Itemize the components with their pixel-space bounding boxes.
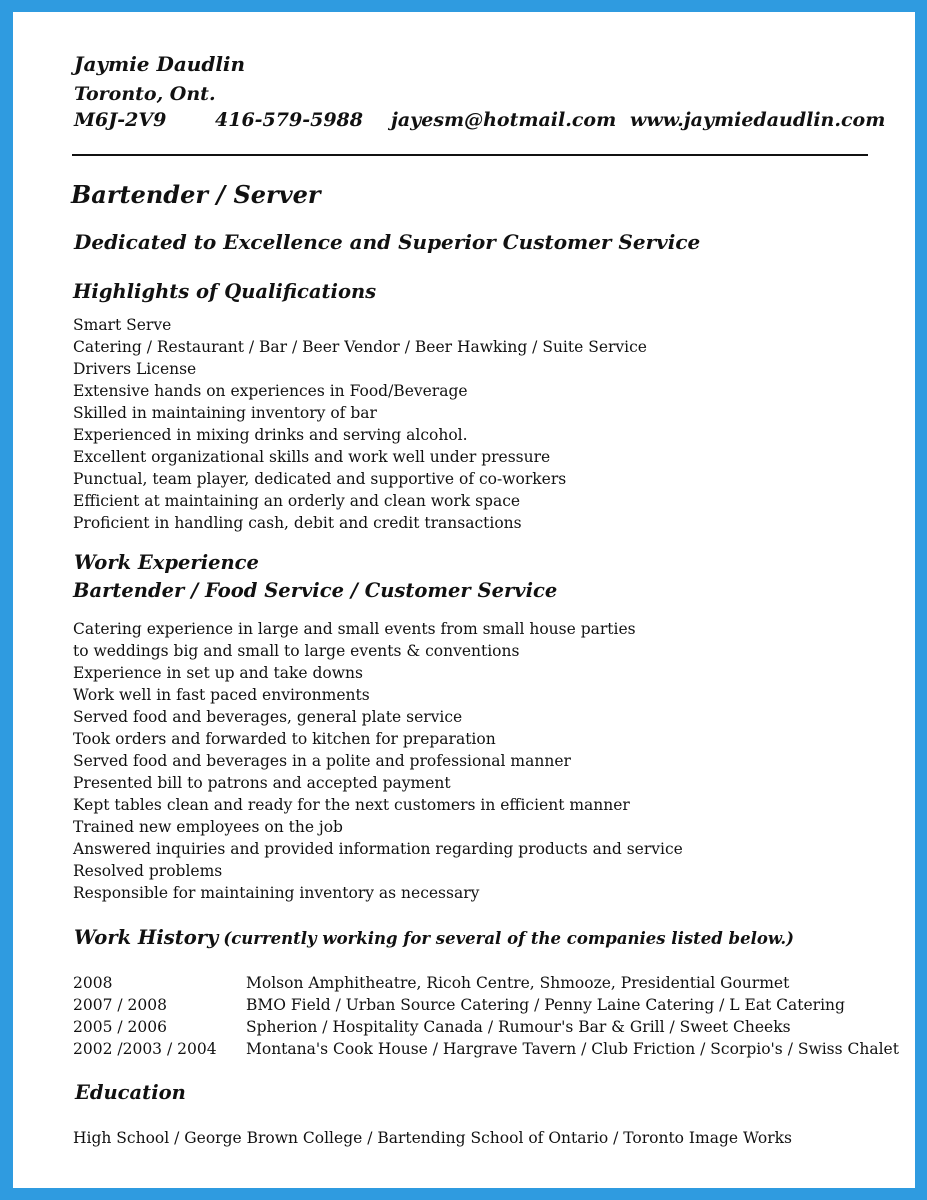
postal-code: M6J-2V9 xyxy=(74,109,167,131)
qualification-item: Skilled in maintaining inventory of bar xyxy=(73,404,377,422)
history-years: 2005 / 2006 xyxy=(73,1018,167,1036)
work-history-note: (currently working for several of the companies listed below.) xyxy=(223,929,794,948)
history-companies: Molson Amphitheatre, Ricoh Centre, Shmooze, Presidential Gourmet xyxy=(246,974,790,992)
qualification-item: Extensive hands on experiences in Food/Beverage xyxy=(73,382,468,400)
work-experience-heading: Work Experience xyxy=(74,551,259,574)
history-companies: Spherion / Hospitality Canada / Rumour's Bar & Grill / Sweet Cheeks xyxy=(246,1018,791,1036)
education-heading: Education xyxy=(75,1081,186,1104)
experience-item: Served food and beverages, general plate service xyxy=(73,708,463,726)
resume-tagline: Dedicated to Excellence and Superior Customer Service xyxy=(74,230,701,254)
history-years: 2007 / 2008 xyxy=(73,996,167,1014)
experience-item: Took orders and forwarded to kitchen for preparation xyxy=(73,730,496,748)
resume-title: Bartender / Server xyxy=(71,180,321,209)
history-companies: BMO Field / Urban Source Catering / Penny Laine Catering / L Eat Catering xyxy=(246,996,845,1014)
experience-item: Kept tables clean and ready for the next customers in efficient manner xyxy=(73,796,630,814)
work-history-heading: Work History xyxy=(74,926,219,949)
work-history-header xyxy=(74,926,794,949)
experience-item: Presented bill to patrons and accepted payment xyxy=(73,774,451,792)
experience-item: Resolved problems xyxy=(73,862,223,880)
qualification-item: Smart Serve xyxy=(73,316,172,334)
experience-item: Answered inquiries and provided information regarding products and service xyxy=(73,840,683,858)
phone-number: 416-579-5988 xyxy=(215,109,363,131)
experience-item: Served food and beverages in a polite and professional manner xyxy=(73,752,571,770)
applicant-name: Jaymie Daudlin xyxy=(74,52,246,76)
experience-item: Responsible for maintaining inventory as necessary xyxy=(73,884,480,902)
experience-item: to weddings big and small to large events & conventions xyxy=(73,642,520,660)
email-address: jayesm@hotmail.com xyxy=(391,109,617,131)
experience-item: Experience in set up and take downs xyxy=(73,664,363,682)
history-companies: Montana's Cook House / Hargrave Tavern / Club Friction / Scorpio's / Swiss Chalet xyxy=(246,1040,899,1058)
website-url: www.jaymiedaudlin.com xyxy=(630,109,886,131)
qualification-item: Excellent organizational skills and work well under pressure xyxy=(73,448,551,466)
history-years: 2008 xyxy=(73,974,113,992)
header-divider xyxy=(72,154,868,156)
resume-page xyxy=(13,12,915,1188)
qualification-item: Efficient at maintaining an orderly and clean work space xyxy=(73,492,521,510)
experience-item: Trained new employees on the job xyxy=(73,818,343,836)
education-text: High School / George Brown College / Bartending School of Ontario / Toronto Image Works xyxy=(73,1129,792,1147)
qualifications-heading: Highlights of Qualifications xyxy=(73,280,377,303)
applicant-city: Toronto, Ont. xyxy=(74,83,216,105)
qualification-item: Punctual, team player, dedicated and supportive of co-workers xyxy=(73,470,567,488)
work-experience-subheading: Bartender / Food Service / Customer Service xyxy=(73,579,558,602)
qualification-item: Experienced in mixing drinks and serving alcohol. xyxy=(73,426,468,444)
qualification-item: Drivers License xyxy=(73,360,197,378)
history-years: 2002 /2003 / 2004 xyxy=(73,1040,217,1058)
experience-item: Work well in fast paced environments xyxy=(73,686,370,704)
experience-item: Catering experience in large and small events from small house parties xyxy=(73,620,636,638)
qualification-item: Catering / Restaurant / Bar / Beer Vendor / Beer Hawking / Suite Service xyxy=(73,338,647,356)
qualification-item: Proficient in handling cash, debit and credit transactions xyxy=(73,514,522,532)
